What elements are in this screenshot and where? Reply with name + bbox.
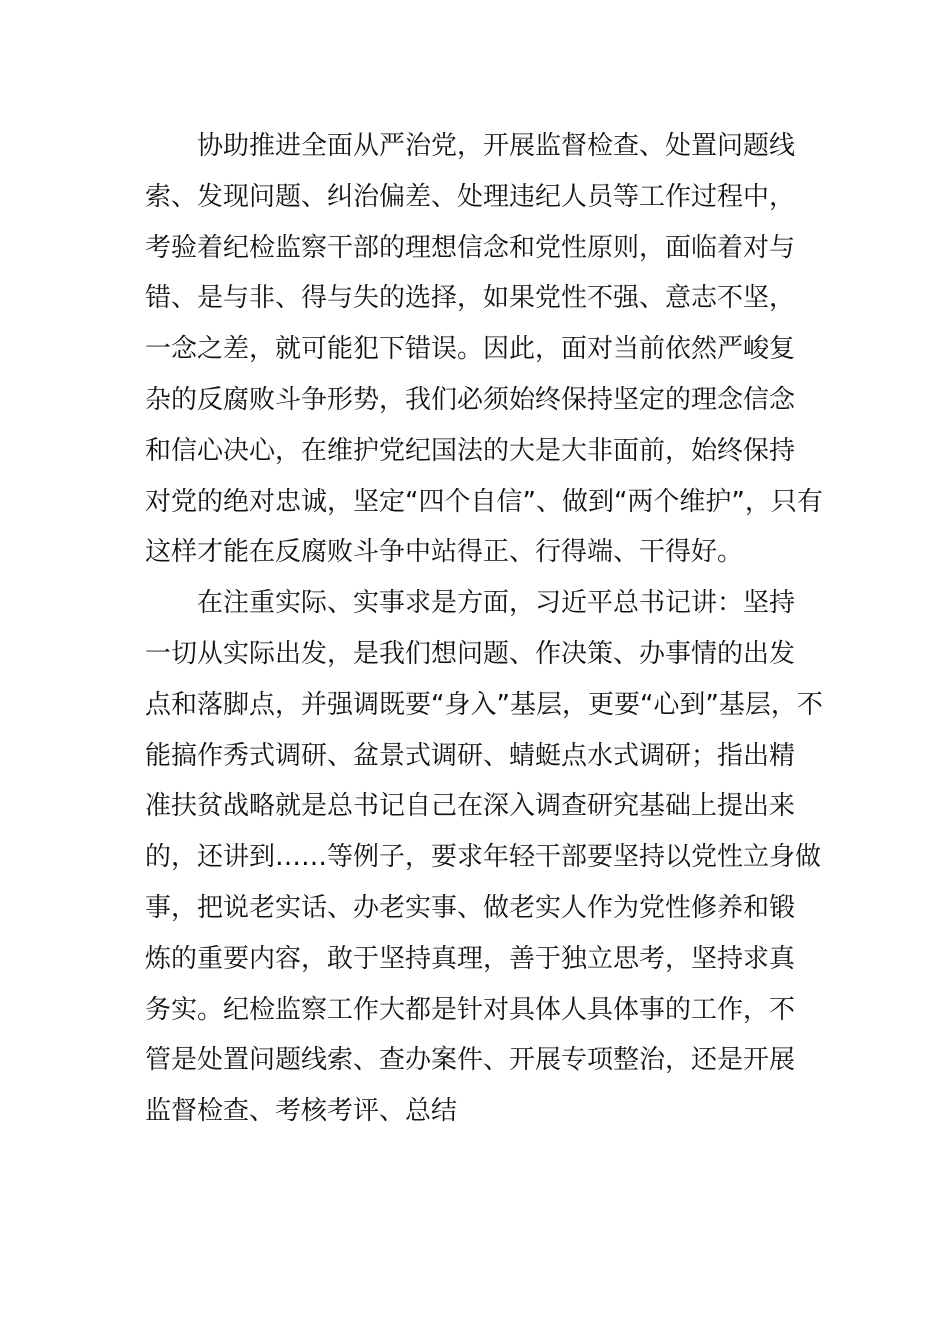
text-line: 错、是与非、得与失的选择，如果党性不强、意志不坚， xyxy=(145,283,796,314)
text-line: 点和落脚点，并强调既要“身入”基层，更要“心到”基层，不 xyxy=(145,689,823,720)
text-line: 炼的重要内容，敢于坚持真理，善于独立思考，坚持求真 xyxy=(145,943,796,974)
text-line: 协助推进全面从严治党，开展监督检查、处置问题线 xyxy=(197,131,796,161)
text-line: 一切从实际出发，是我们想问题、作决策、办事情的出发 xyxy=(145,638,796,669)
text-line: 准扶贫战略就是总书记自己在深入调查研究基础上提出来 xyxy=(145,791,796,822)
body-text xyxy=(145,121,823,1137)
text-line: 能搞作秀式调研、盆景式调研、蜻蜓点水式调研；指出精 xyxy=(145,740,796,771)
text-line: 务实。纪检监察工作大都是针对具体人具体事的工作，不 xyxy=(145,994,796,1025)
text-line: 杂的反腐败斗争形势，我们必须始终保持坚定的理念信念 xyxy=(145,384,796,415)
paragraph-1 xyxy=(145,121,823,578)
text-line: 一念之差，就可能犯下错误。因此，面对当前依然严峻复 xyxy=(145,334,796,365)
text-line: 对党的绝对忠诚，坚定“四个自信”、做到“两个维护”，只有 xyxy=(145,486,823,517)
text-line: 索、发现问题、纠治偏差、处理违纪人员等工作过程中， xyxy=(145,181,796,212)
text-line: 和信心决心，在维护党纪国法的大是大非面前，始终保持 xyxy=(145,435,796,466)
text-line: 监督检查、考核考评、总结 xyxy=(145,1096,458,1127)
text-line: 管是处置问题线索、查办案件、开展专项整治，还是开展 xyxy=(145,1045,796,1076)
text-line: 考验着纪检监察干部的理想信念和党性原则，面临着对与 xyxy=(145,232,796,263)
paragraph-2 xyxy=(145,578,823,1137)
text-line: 这样才能在反腐败斗争中站得正、行得端、干得好。 xyxy=(145,537,744,568)
text-line: 在注重实际、实事求是方面，习近平总书记讲：坚持 xyxy=(197,588,796,619)
text-line: 事，把说老实话、办老实事、做老实人作为党性修养和锻 xyxy=(145,892,796,923)
text-line: 的，还讲到……等例子，要求年轻干部要坚持以党性立身做 xyxy=(145,842,822,873)
